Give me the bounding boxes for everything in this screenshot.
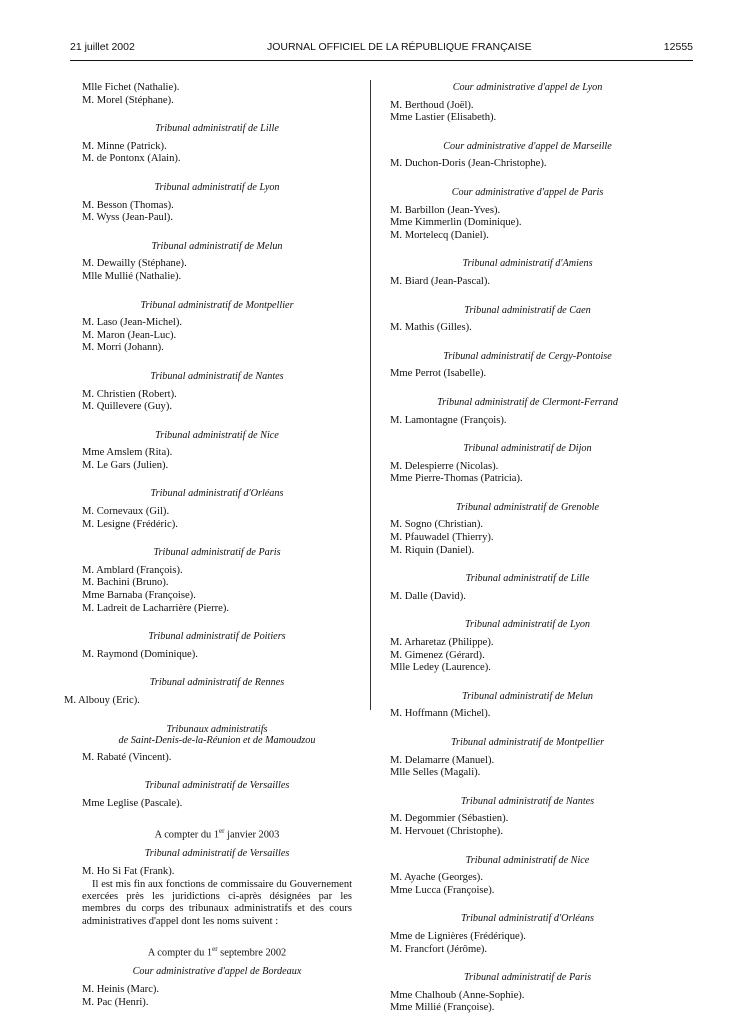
effective-date-line <box>82 943 352 960</box>
header-page-number: 12555 <box>663 41 693 53</box>
name-entry: M. Berthoud (Joël). <box>390 99 474 111</box>
effective-date-line <box>82 825 352 842</box>
section-heading: Tribunal administratif de Montpellier <box>140 299 294 311</box>
section-heading: Tribunal administratif de Nice <box>155 429 279 441</box>
section-lille <box>82 123 352 166</box>
name-entry: M. Besson (Thomas). <box>82 199 174 211</box>
section-nice-right <box>390 855 665 898</box>
section-melun-right <box>390 691 665 721</box>
section-heading: Tribunal administratif d'Amiens <box>462 258 593 270</box>
date-ordinal: er <box>212 945 218 954</box>
name-entry: Mme de Lignières (Frédérique). <box>390 930 526 942</box>
name-entry: Mme Chalhoub (Anne-Sophie). <box>390 989 525 1001</box>
name-entry: M. Mathis (Gilles). <box>390 322 472 334</box>
name-entry: M. Delamarre (Manuel). <box>390 754 495 766</box>
header-title: JOURNAL OFFICIEL DE LA RÉPUBLIQUE FRANÇAISE <box>266 41 532 53</box>
name-entry: M. Bachini (Bruno). <box>82 577 169 589</box>
name-entry: M. Minne (Patrick). <box>82 140 167 152</box>
section-bordeaux <box>82 966 352 1009</box>
name-entry: M. Laso (Jean-Michel). <box>82 317 183 329</box>
name-entry: Mme Amslem (Rita). <box>82 447 173 459</box>
section-heading: Tribunal administratif de Paris <box>463 972 592 984</box>
name-entry: M. Le Gars (Julien). <box>82 459 169 471</box>
name-entry: M. Lesigne (Frédéric). <box>82 518 178 530</box>
name-entry: M. Wyss (Jean-Paul). <box>82 212 173 224</box>
name-entry: Mlle Ledey (Laurence). <box>390 662 491 674</box>
section-heading: Tribunal administratif de Nantes <box>150 370 284 382</box>
name-entry: M. Christien (Robert). <box>82 388 177 400</box>
section-heading: Tribunal administratif de Lyon <box>464 619 591 631</box>
section-paris <box>82 547 352 615</box>
name-entry: M. Mortelecq (Daniel). <box>390 229 489 241</box>
section-versailles-2003 <box>82 848 352 878</box>
left-column <box>64 82 352 1009</box>
section-heading: Tribunal administratif de Nantes <box>460 795 595 807</box>
name-entry: M. Hoffmann (Michel). <box>390 708 491 720</box>
name-entry: Mme Millié (Françoise). <box>390 1002 495 1014</box>
name-entry: M. Albouy (Eric). <box>64 695 140 706</box>
name-entry: Mme Lucca (Françoise). <box>390 884 495 896</box>
name-entry: Mlle Mullié (Nathalie). <box>82 270 182 282</box>
name-entry: M. Morri (Johann). <box>82 342 164 354</box>
date-prefix: A compter du 1 <box>154 829 220 841</box>
name-entry: M. Cornevaux (Gil). <box>82 506 170 518</box>
page-header <box>70 41 693 53</box>
section-melun <box>82 241 352 284</box>
name-entry: M. Biard (Jean-Pascal). <box>390 275 491 287</box>
name-entry: M. Arharetaz (Philippe). <box>390 637 494 649</box>
section-heading-line: de Saint-Denis-de-la-Réunion et de Mamoudzou <box>118 735 316 747</box>
column-divider <box>370 80 371 710</box>
section-amiens <box>390 258 665 288</box>
name-entry: M. Barbillon (Jean-Yves). <box>390 204 501 216</box>
date-suffix: septembre 2002 <box>217 947 287 959</box>
name-entry: Mme Pierre-Thomas (Patricia). <box>390 473 523 485</box>
section-montpellier-right <box>390 737 665 780</box>
name-entry: M. Raymond (Dominique). <box>82 648 198 660</box>
name-entry: M. Delespierre (Nicolas). <box>390 460 499 472</box>
section-heading: Tribunal administratif de Melun <box>461 690 594 702</box>
name-entry: M. Morel (Stéphane). <box>82 94 174 106</box>
section-lille-right <box>390 573 665 603</box>
section-heading: Cour administrative d'appel de Paris <box>451 186 604 198</box>
section-heading: Tribunal administratif de Paris <box>153 547 281 559</box>
section-orleans <box>82 488 352 531</box>
name-entry: M. Heinis (Marc). <box>82 983 160 995</box>
section-lyon <box>82 182 352 225</box>
section-heading: Cour administrative d'appel de Marseille <box>443 140 612 152</box>
intro-names <box>82 82 352 107</box>
name-entry: M. Rabaté (Vincent). <box>82 751 172 763</box>
section-paris-right <box>390 972 665 1015</box>
name-entry: M. Duchon-Doris (Jean-Christophe). <box>390 158 547 170</box>
date-ordinal: er <box>219 827 225 836</box>
name-entry: Mme Lastier (Elisabeth). <box>390 112 497 124</box>
name-entry: M. Riquin (Daniel). <box>390 544 475 556</box>
section-heading-line: Tribunaux administratifs <box>166 723 268 735</box>
section-heading: Tribunal administratif de Lyon <box>154 181 280 193</box>
name-entry: Mme Perrot (Isabelle). <box>390 368 487 380</box>
section-heading: Tribunal administratif de Nice <box>465 854 590 866</box>
section-heading: Tribunal administratif de Versailles <box>144 780 290 792</box>
name-entry: M. Dalle (David). <box>390 590 466 602</box>
section-heading: Tribunal administratif de Lille <box>465 573 590 585</box>
name-entry: M. Quillevere (Guy). <box>82 401 173 413</box>
section-lyon-right <box>390 619 665 674</box>
name-entry: Mlle Selles (Magali). <box>390 767 481 779</box>
name-entry: M. Pac (Henri). <box>82 996 149 1008</box>
name-entry: M. Lamontagne (François). <box>390 414 507 426</box>
decree-paragraph: Il est mis fin aux fonctions de commissaire du Gouvernement exercées près les juridictions ci-après désignées par les membres du corps des tribunaux administratifs et des cours administratives d'appel dont les noms suivent : <box>82 878 352 927</box>
date-suffix: janvier 2003 <box>224 829 280 841</box>
section-clermont-ferrand <box>390 397 665 427</box>
right-column <box>390 82 665 1015</box>
section-nantes-right <box>390 796 665 839</box>
section-cergy-pontoise <box>390 351 665 381</box>
name-entry: Mlle Fichet (Nathalie). <box>82 82 180 93</box>
name-entry: M. Ayache (Georges). <box>390 872 483 884</box>
section-saint-denis-mamoudzou <box>82 724 352 765</box>
section-heading: Tribunal administratif de Cergy-Pontoise <box>443 350 612 362</box>
section-caa-lyon <box>390 82 665 125</box>
section-heading: Tribunal administratif de Dijon <box>463 443 592 455</box>
section-heading: Tribunal administratif de Rennes <box>149 677 285 689</box>
section-rennes <box>64 677 352 707</box>
section-heading: Tribunal administratif de Lille <box>155 123 279 135</box>
section-caen <box>390 305 665 335</box>
name-entry: M. Degommier (Sébastien). <box>390 813 509 825</box>
section-grenoble <box>390 502 665 557</box>
section-orleans-right <box>390 913 665 956</box>
section-heading: Cour administrative d'appel de Bordeaux <box>132 966 302 978</box>
section-heading: Tribunal administratif d'Orléans <box>150 488 284 500</box>
section-dijon <box>390 443 665 486</box>
date-prefix: A compter du 1 <box>147 947 213 959</box>
section-montpellier <box>82 300 352 355</box>
header-date: 21 juillet 2002 <box>70 41 135 53</box>
section-heading: Tribunal administratif de Versailles <box>144 848 290 860</box>
name-entry: M. Ho Si Fat (Frank). <box>82 866 175 878</box>
section-heading: Tribunal administratif de Clermont-Ferrand <box>437 396 618 408</box>
section-heading: Tribunal administratif d'Orléans <box>461 913 594 925</box>
section-heading <box>82 724 352 747</box>
name-entry: M. Francfort (Jérôme). <box>390 943 488 955</box>
section-caa-paris <box>390 187 665 242</box>
name-entry: Mme Kimmerlin (Dominique). <box>390 217 522 229</box>
name-entry: M. Sogno (Christian). <box>390 519 483 531</box>
section-heading: Tribunal administratif de Montpellier <box>450 737 605 748</box>
section-heading: Tribunal administratif de Caen <box>464 304 591 316</box>
section-heading: Tribunal administratif de Poitiers <box>148 631 286 643</box>
section-heading: Cour administrative d'appel de Lyon <box>452 82 603 93</box>
name-entry: M. Maron (Jean-Luc). <box>82 329 177 341</box>
section-nice <box>82 430 352 473</box>
name-entry: M. Gimenez (Gérard). <box>390 649 485 661</box>
section-heading: Tribunal administratif de Melun <box>151 240 283 252</box>
name-entry: M. de Pontonx (Alain). <box>82 153 181 165</box>
section-heading: Tribunal administratif de Grenoble <box>455 501 600 513</box>
name-entry: M. Ladreit de Lacharrière (Pierre). <box>82 602 230 614</box>
name-entry: M. Pfauwadel (Thierry). <box>390 532 494 544</box>
section-poitiers <box>82 631 352 661</box>
name-entry: Mme Leglise (Pascale). <box>82 797 183 809</box>
name-entry: Mme Barnaba (Françoise). <box>82 590 196 602</box>
section-caa-marseille <box>390 141 665 171</box>
name-entry: M. Dewailly (Stéphane). <box>82 258 187 270</box>
name-entry: M. Amblard (François). <box>82 564 183 576</box>
header-rule <box>70 60 693 61</box>
section-versailles <box>82 780 352 810</box>
name-entry: M. Hervouet (Christophe). <box>390 825 503 837</box>
section-nantes <box>82 371 352 414</box>
